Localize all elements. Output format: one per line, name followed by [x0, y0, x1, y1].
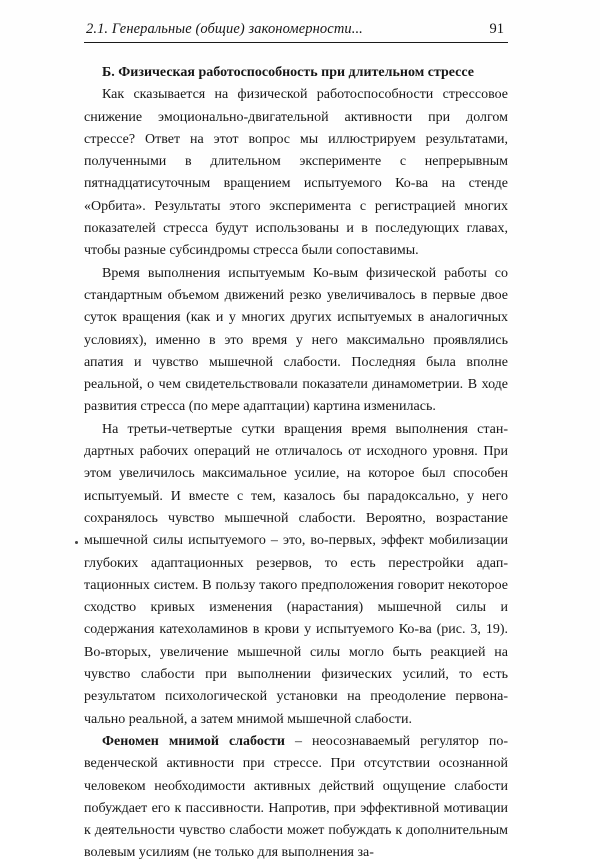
paragraph-2: Время выполнения испытуемым Ко-вым физической работы со стандартным объемом движений резко увеличивалось в первые двое суток вращения (как и у многих других испытуемых в аналогичных условиях), именно в это время у него максимально проявлялись апатия и чувство мышечной слабости. Последняя была вполне реальной, о чем свидетельствовали показатели динамометрии. В ходе развития стресса (по мере адаптации) картина изменилась.	[84, 265, 508, 415]
paragraph-3: На третьи-четвертые сутки вращения время выполнения стандартных рабочих операций не отличалось от исходного уровня. При этом увеличилось максимальное усилие, на которое был способен испытуемый. И вместе с тем, казалось бы парадоксально, у него сохранялось чувство мышечной слабости. Вероятно, возрастание мышечной силы испытуемого – это, во-первых, эффект мобилизации глубоких адаптационных резервов, то есть перестройки адаптационных систем. В пользу такого предположения говорит некоторое сходство кривых изменения (нарастания) мышечной силы и содержания катехоламинов в крови у испытуемого Ко-ва (рис. 3, 19). Во-вторых, увеличение мышечной силы могло быть реакцией на чувство слабости при выполнении физических усилий, то есть результатом психологической установки на преодоление первоначально реальной, а затем мнимой мышечной слабости.	[84, 421, 508, 727]
margin-mark	[75, 541, 78, 544]
paragraph-4-text: – неосознаваемый регулятор поведенческой активности при стрессе. При отсутствии осознанной человеком необходимости активных действий ощущение слабости побуждает его к пассивности. Напротив, при эффективной мотивации к деятельности чувство слабости может побуждать к дополнительным волевым усилиям (не только для выполнения за-	[84, 733, 509, 861]
running-header	[84, 20, 508, 43]
page-body	[84, 62, 508, 865]
running-title: 2.1. Генеральные (общие) закономерности...	[86, 21, 363, 37]
paragraph-1: Как сказывается на физической работоспособности стрессовое снижение эмоционально-двигательной активности при долгом стрессе? Ответ на этот вопрос мы иллюстрируем результатами, полученными в длительном эксперименте с непрерывным пятнадцатисуточным вращением испытуемого Ко-ва на стенде «Орбита». Результаты этого эксперимента с регистрацией многих показателей стресса будут использованы и в последующих главах, чтобы разные субсиндромы стресса были сопоставимы.	[84, 87, 508, 259]
paragraph-4	[84, 731, 508, 865]
section-heading: Б. Физическая работоспособность при длительном стрессе	[102, 65, 474, 80]
page-number: 91	[489, 21, 504, 37]
term-definition: Феномен мнимой слабости	[102, 733, 285, 749]
